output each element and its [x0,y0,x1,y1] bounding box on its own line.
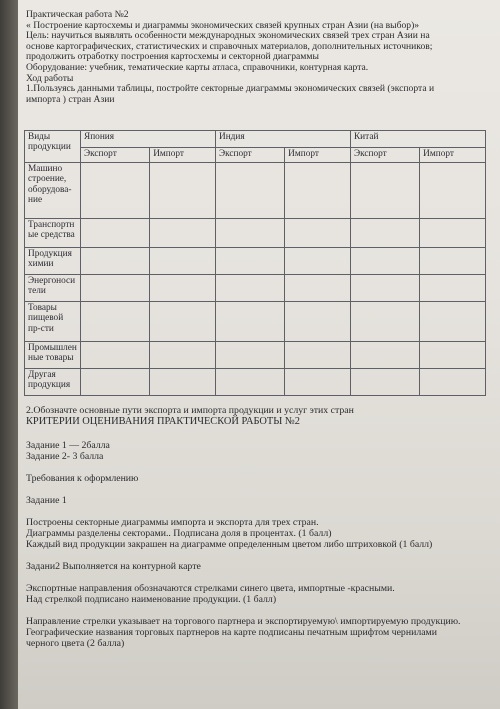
row-label-other: Другая продукция [25,369,81,396]
task1-instruction-2: импорта ) стран Азии [26,93,115,105]
empty-cell[interactable] [350,275,419,302]
empty-cell[interactable] [420,219,486,248]
task2-instruction: 2.Обозначте основные пути экспорта и импорта продукции и услуг этих стран [26,405,354,416]
empty-cell[interactable] [81,163,150,219]
country-header-china: Китай [350,131,485,148]
empty-cell[interactable] [150,342,216,369]
empty-cell[interactable] [215,302,284,342]
requirements-heading: Требования к оформлению [26,473,139,484]
empty-cell[interactable] [350,248,419,275]
task1-heading: Задание 1 [26,495,67,506]
goal-line-2: основе картографических, статистических и справочных материалов, дополнительных источников; [26,40,433,52]
row-label-food: Товары пищевой пр-сти [25,302,81,342]
task1-points: Задание 1 — 2балла [26,440,110,451]
empty-cell[interactable] [215,248,284,275]
empty-cell[interactable] [285,275,351,302]
row-label-transport: Транспортн ые средства [25,219,81,248]
empty-cell[interactable] [420,342,486,369]
goal-line-3: продолжить отработку построения картосхемы и секторной диаграммы [26,51,319,63]
task1-criterion-2: Диаграммы разделены секторами.. Подписана доля в процентах. (1 балл) [26,528,332,539]
empty-cell[interactable] [350,369,419,396]
empty-cell[interactable] [150,163,216,219]
row-label-industrial: Промышлен ные товары [25,342,81,369]
criteria-block [26,440,461,649]
work-subtitle: « Построение картосхемы и диаграммы экономических связей крупных стран Азии (на выбор)» [26,19,420,31]
empty-cell[interactable] [215,219,284,248]
task2-criterion-4: Географические названия торговых партнеров на карте подписаны печатным шрифтом чернилами [26,627,437,638]
task2-criterion-2: Над стрелкой подписано наименование продукции. (1 балл) [26,594,277,605]
paper-sheet [18,0,500,709]
equipment-line: Оборудование: учебник, тематические карты атласа, справочники, контурная карта. [26,61,369,73]
col-export: Экспорт [350,148,419,163]
empty-cell[interactable] [420,248,486,275]
task2-heading: Задани2 Выполняется на контурной карте [26,561,201,572]
empty-cell[interactable] [420,275,486,302]
empty-cell[interactable] [285,369,351,396]
empty-cell[interactable] [215,342,284,369]
empty-cell[interactable] [285,342,351,369]
empty-cell[interactable] [150,275,216,302]
row-label-chemistry: Продукция химии [25,248,81,275]
empty-cell[interactable] [150,369,216,396]
col-export: Экспорт [81,148,150,163]
header-block [26,10,434,105]
empty-cell[interactable] [350,302,419,342]
col-import: Импорт [285,148,351,163]
empty-cell[interactable] [420,302,486,342]
col-import: Импорт [150,148,216,163]
photo-edge-shadow [0,0,18,709]
row-label-machinery: Машино строение, оборудова- ние [25,163,81,219]
table-row [25,219,486,248]
table-row [25,275,486,302]
task2-criterion-1: Экспортные направления обозначаются стрелками синего цвета, импортные -красными. [26,583,395,594]
task1-instruction-1: 1.Пользуясь данными таблицы, постройте секторные диаграммы экономических связей (экспорта и [26,83,435,95]
table-row [25,248,486,275]
col-export: Экспорт [215,148,284,163]
empty-cell[interactable] [81,342,150,369]
empty-cell[interactable] [81,275,150,302]
country-header-japan: Япония [81,131,216,148]
after-table-block [26,405,354,427]
empty-cell[interactable] [81,302,150,342]
task2-criterion-5: черного цвета (2 балла) [26,638,125,649]
empty-cell[interactable] [81,219,150,248]
work-title: Практическая работа №2 [26,9,129,20]
criteria-heading: КРИТЕРИИ ОЦЕНИВАНИЯ ПРАКТИЧЕСКОЙ РАБОТЫ №2 [26,416,300,427]
empty-cell[interactable] [150,219,216,248]
empty-cell[interactable] [285,163,351,219]
task1-criterion-1: Построены секторные диаграммы импорта и экспорта для трех стран. [26,517,319,528]
empty-cell[interactable] [350,342,419,369]
task2-criterion-3: Направление стрелки указывает на торгового партнера и экспортируемую\ импортируемую продукцию. [26,616,461,627]
empty-cell[interactable] [285,302,351,342]
table-row [25,302,486,342]
empty-cell[interactable] [285,219,351,248]
empty-cell[interactable] [350,219,419,248]
empty-cell[interactable] [285,248,351,275]
table-row [25,163,486,219]
empty-cell[interactable] [215,163,284,219]
country-header-india: Индия [215,131,350,148]
empty-cell[interactable] [350,163,419,219]
empty-cell[interactable] [215,369,284,396]
task2-points: Задание 2- 3 балла [26,451,104,462]
empty-cell[interactable] [81,248,150,275]
empty-cell[interactable] [420,369,486,396]
empty-cell[interactable] [150,248,216,275]
empty-cell[interactable] [150,302,216,342]
table-row [25,369,486,396]
table-corner-cell: Виды продукции [25,131,81,163]
goal-line-1: Цель: научиться выявлять особенности международных экономических связей трех стран Азии на [26,30,430,42]
col-import: Импорт [420,148,486,163]
task1-criterion-3: Каждый вид продукции закрашен на диаграмме определенным цветом либо штриховкой (1 балл) [26,539,433,550]
procedure-heading: Ход работы [26,72,74,84]
trade-table [24,130,486,396]
empty-cell[interactable] [215,275,284,302]
empty-cell[interactable] [81,369,150,396]
table-row [25,342,486,369]
empty-cell[interactable] [420,163,486,219]
row-label-energy: Энергоноси тели [25,275,81,302]
